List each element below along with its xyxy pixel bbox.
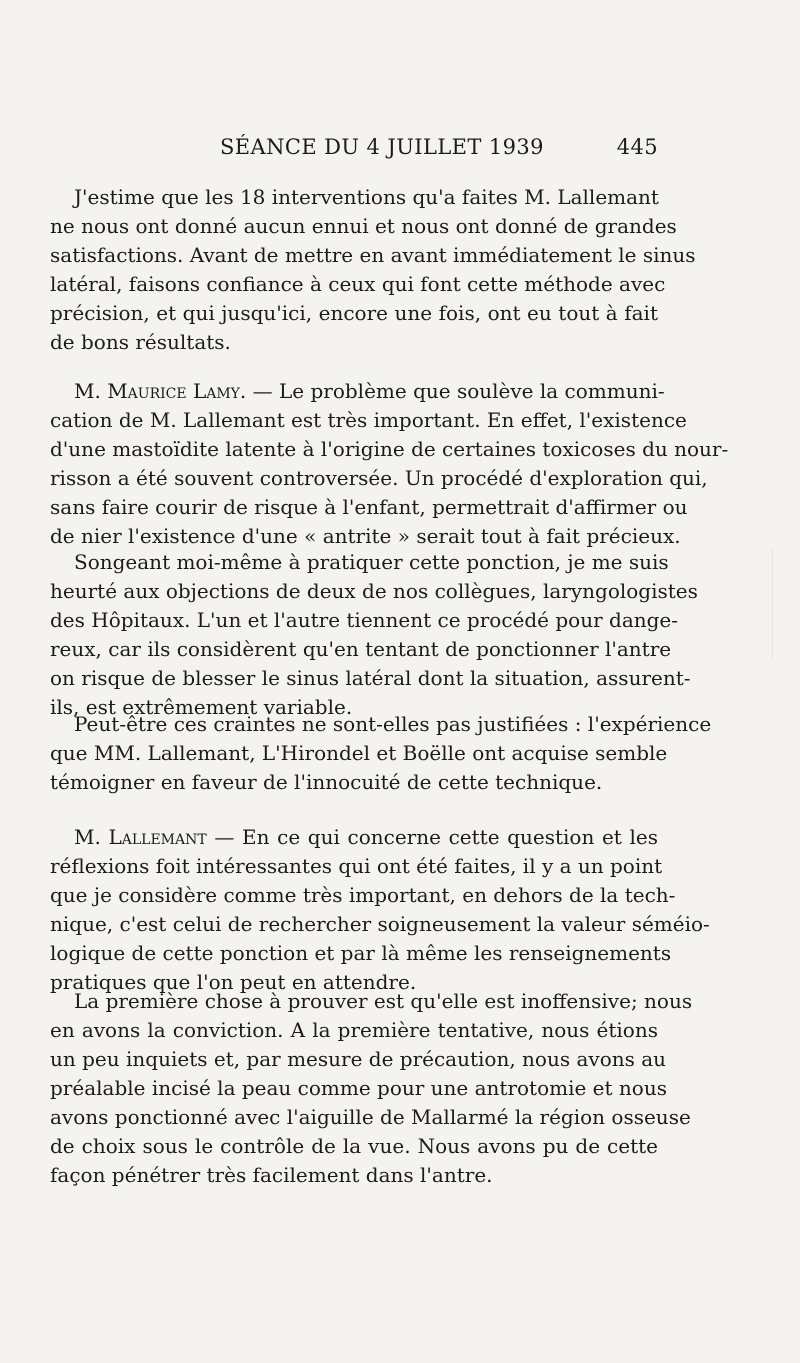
text-line: sans faire courir de risque à l'enfant, permettrait d'affirmer ou xyxy=(50,495,688,519)
text-line: reux, car ils considèrent qu'en tentant de ponctionner l'antre xyxy=(50,637,672,661)
text-line: cation de M. Lallemant est très important. En effet, l'existence xyxy=(50,408,687,432)
paragraph-lallemant-agreement xyxy=(50,183,696,357)
text-line: façon pénétrer très facilement dans l'antre. xyxy=(50,1163,493,1187)
text-line: latéral, faisons confiance à ceux qui font cette méthode avec xyxy=(50,272,666,296)
text-line: réflexions foit intéressantes qui ont été faites, il y a un point xyxy=(50,854,663,878)
text-line: un peu inquiets et, par mesure de précaution, nous avons au xyxy=(50,1047,667,1071)
page-number: 445 xyxy=(616,135,658,159)
text-line: J'estime que les 18 interventions qu'a faites M. Lallemant xyxy=(74,185,659,209)
speaker-name: M. Lallemant xyxy=(74,825,207,849)
paragraph-lallemant-reply xyxy=(50,823,710,997)
text-line: témoigner en faveur de l'innocuité de cette technique. xyxy=(50,770,603,794)
text-line: ne nous ont donné aucun ennui et nous ont donné de grandes xyxy=(50,214,677,238)
text-line: La première chose à prouver est qu'elle est inoffensive; nous xyxy=(74,989,693,1013)
text-line: risson a été souvent controversée. Un procédé d'exploration qui, xyxy=(50,466,708,490)
paragraph-lamy-objections xyxy=(50,548,698,722)
paragraph-lallemant-procedure xyxy=(50,987,693,1190)
running-title: SÉANCE DU 4 JUILLET 1939 xyxy=(220,135,544,159)
text-line: d'une mastoïdite latente à l'origine de certaines toxicoses du nour- xyxy=(50,437,729,461)
paragraph-maurice-lamy xyxy=(50,377,729,551)
text-line: en avons la conviction. A la première tentative, nous étions xyxy=(50,1018,658,1042)
text-line: ils, est extrêmement variable. xyxy=(50,695,353,719)
text-line: que MM. Lallemant, L'Hirondel et Boëlle ont acquise semble xyxy=(50,741,668,765)
speaker-line xyxy=(50,377,665,406)
text-line: on risque de blesser le sinus latéral dont la situation, assurent- xyxy=(50,666,691,690)
text-line: que je considère comme très important, en dehors de la tech- xyxy=(50,883,676,907)
text-line: préalable incisé la peau comme pour une antrotomie et nous xyxy=(50,1076,667,1100)
text-line: pratiques que l'on peut en attendre. xyxy=(50,970,417,994)
text-line: de nier l'existence d'une « antrite » serait tout à fait précieux. xyxy=(50,524,681,548)
speaker-text: — En ce qui concerne cette question et les xyxy=(206,825,658,849)
text-line: logique de cette ponction et par là même les renseignements xyxy=(50,941,672,965)
text-line: de choix sous le contrôle de la vue. Nous avons pu de cette xyxy=(50,1134,658,1158)
text-line: de bons résultats. xyxy=(50,330,231,354)
speaker-text: — Le problème que soulève la communi- xyxy=(246,379,665,403)
paragraph-lamy-conclusion xyxy=(50,710,712,797)
scan-shadow-divider xyxy=(762,548,773,658)
text-line: des Hôpitaux. L'un et l'autre tiennent ce procédé pour dange- xyxy=(50,608,679,632)
text-line: heurté aux objections de deux de nos collègues, laryngologistes xyxy=(50,579,698,603)
speaker-name: M. Maurice Lamy. xyxy=(74,379,247,403)
text-line: précision, et qui jusqu'ici, encore une fois, ont eu tout à fait xyxy=(50,301,658,325)
text-line: avons ponctionné avec l'aiguille de Mallarmé la région osseuse xyxy=(50,1105,691,1129)
text-line: satisfactions. Avant de mettre en avant immédiatement le sinus xyxy=(50,243,696,267)
text-line: nique, c'est celui de rechercher soigneusement la valeur séméio- xyxy=(50,912,710,936)
text-line: Peut-être ces craintes ne sont-elles pas justifiées : l'expérience xyxy=(74,712,712,736)
page-header xyxy=(50,135,658,165)
text-line: Songeant moi-même à pratiquer cette ponction, je me suis xyxy=(74,550,669,574)
speaker-line xyxy=(50,823,658,852)
